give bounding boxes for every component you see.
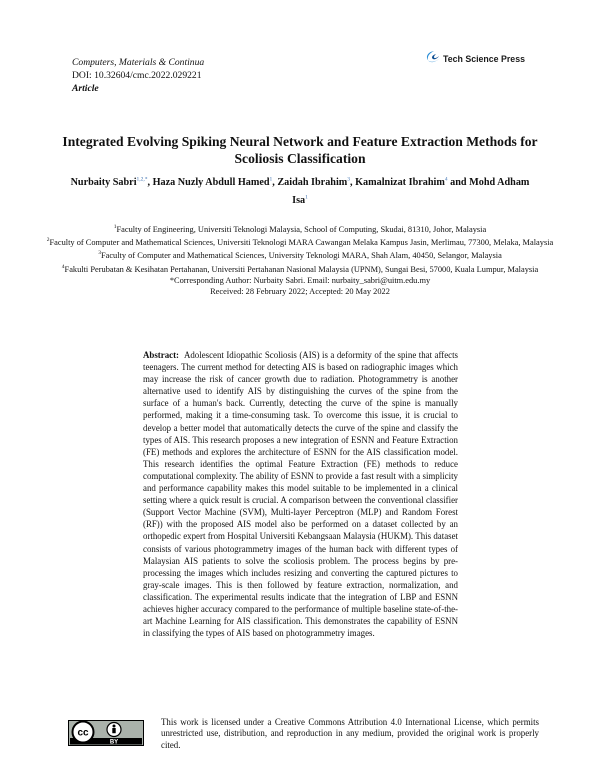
affiliation: $^3$Faculty of Computer and Mathematical Sciences, University Teknologi MARA, Shah Alam, 40450, Selangor, Malaysia — [98, 250, 502, 261]
corresponding-author: *Corresponding Author: Nurbaity Sabri. Email: nurbaity_sabri@uitm.edu.my — [169, 275, 431, 285]
abstract-text: Adolescent Idiopathic Scoliosis (AIS) is a deformity of the spine that affects teenagers. The current method for detecting AIS is based on radiographic images which may increase the risk of cancer growth due to radiation. Photogrammetry is another alternative used to identify AIS by distinguishing the curves of the spine from the surface of a human's back. Currently, detecting the curve of the spine is manually performed, making it a time-consuming task. To overcome this issue, it is crucial to develop a better model that automatically detects the curve of the spine and classify the types of AIS. This research proposes a new integration of ESNN and Feature Extraction (FE) methods and explores the architecture of ESNN for the AIS classification model. This research identifies the optimal Feature Extraction (FE) methods to reduce computational complexity. The ability of ESNN to provide a fast result with a simplicity and performance capability makes this model suitable to be implemented in a clinical setting where a quick result is crucial. A comparison between the conventional classifier (Support Vector Machine (SVM), Multi-layer Perceptron (MLP) and Random Forest (RF)) with the proposed AIS model also be performed on a dataset collected by an orthopedic expert from Hospital Universiti Kebangsaan Malaysia (HUKM). This dataset consists of various photogrammetry images of the human back with different types of Malaysian AIS patients to solve the scoliosis problem. The process begins by pre-processing the images which includes resizing and converting the captured pictures to gray-scale images. This is then followed by feature extraction, normalization, and classification. The experimental results indicate that the integration of LBP and ESNN achieves higher accuracy compared to the performance of multiple baseline state-of-the-art Machine Learning for AIS classification. This demonstrates the capability of ESNN in classifying the types of AIS based on photogrammetry images. — [143, 350, 459, 639]
abstract — [143, 349, 458, 639]
cc-badge-label: BY — [109, 739, 119, 746]
abstract-label: Abstract: — [143, 350, 179, 360]
affiliation: $^2$Faculty of Computer and Mathematical Sciences, Universiti Teknologi MARA Cawangan Melaka Kampus Jasin, Merlimau, 77300, Melaka, Malaysia — [46, 237, 554, 247]
author: Haza Nuzly Abdull Hamed$^1$, — [152, 177, 278, 189]
svg-text:cc: cc — [77, 727, 89, 739]
journal-header — [72, 56, 204, 95]
paper-title: Integrated Evolving Spiking Neural Network and Feature Extraction Methods for Scoliosis Classification — [62, 134, 538, 166]
article-type: Article — [72, 83, 99, 94]
author: Kamalnizat Ibrahim$^4$ and — [355, 177, 470, 189]
author-list — [70, 173, 530, 208]
publisher-name: Tech Science Press — [443, 54, 525, 64]
publisher-logo[interactable] — [424, 49, 536, 69]
doi: DOI: 10.32604/cmc.2022.029221 — [72, 70, 202, 81]
received-accepted-dates: Received: 28 February 2022; Accepted: 20 May 2022 — [210, 287, 390, 297]
author: Nurbaity Sabri$^{1,2,*}$, — [70, 177, 153, 189]
author: Mohd Adham Isa$^1$ — [292, 177, 530, 206]
affiliation: $^4$Fakulti Perubatan & Kesihatan Pertahanan, Universiti Pertahanan Nasional Malaysia (UPNM), Sungai Besi, 57000, Kuala Lumpur, Malaysia — [61, 263, 539, 274]
license-block — [68, 717, 538, 757]
affiliations — [40, 222, 560, 298]
cc-by-badge-icon[interactable] — [68, 720, 144, 746]
journal-name: Computers, Materials & Continua — [72, 57, 205, 68]
license-text: This work is licensed under a Creative Commons Attribution 4.0 International License, which permits unrestricted use, distribution, and reproduction in any medium, provided the original work is properly cited. — [161, 717, 539, 750]
publisher-swirl-icon — [424, 49, 442, 69]
author: Zaidah Ibrahim$^3$, — [277, 177, 356, 189]
affiliation: $^1$Faculty of Engineering, Universiti Teknologi Malaysia, School of Computing, Skudai, 81310, Johor, Malaysia — [113, 224, 487, 234]
